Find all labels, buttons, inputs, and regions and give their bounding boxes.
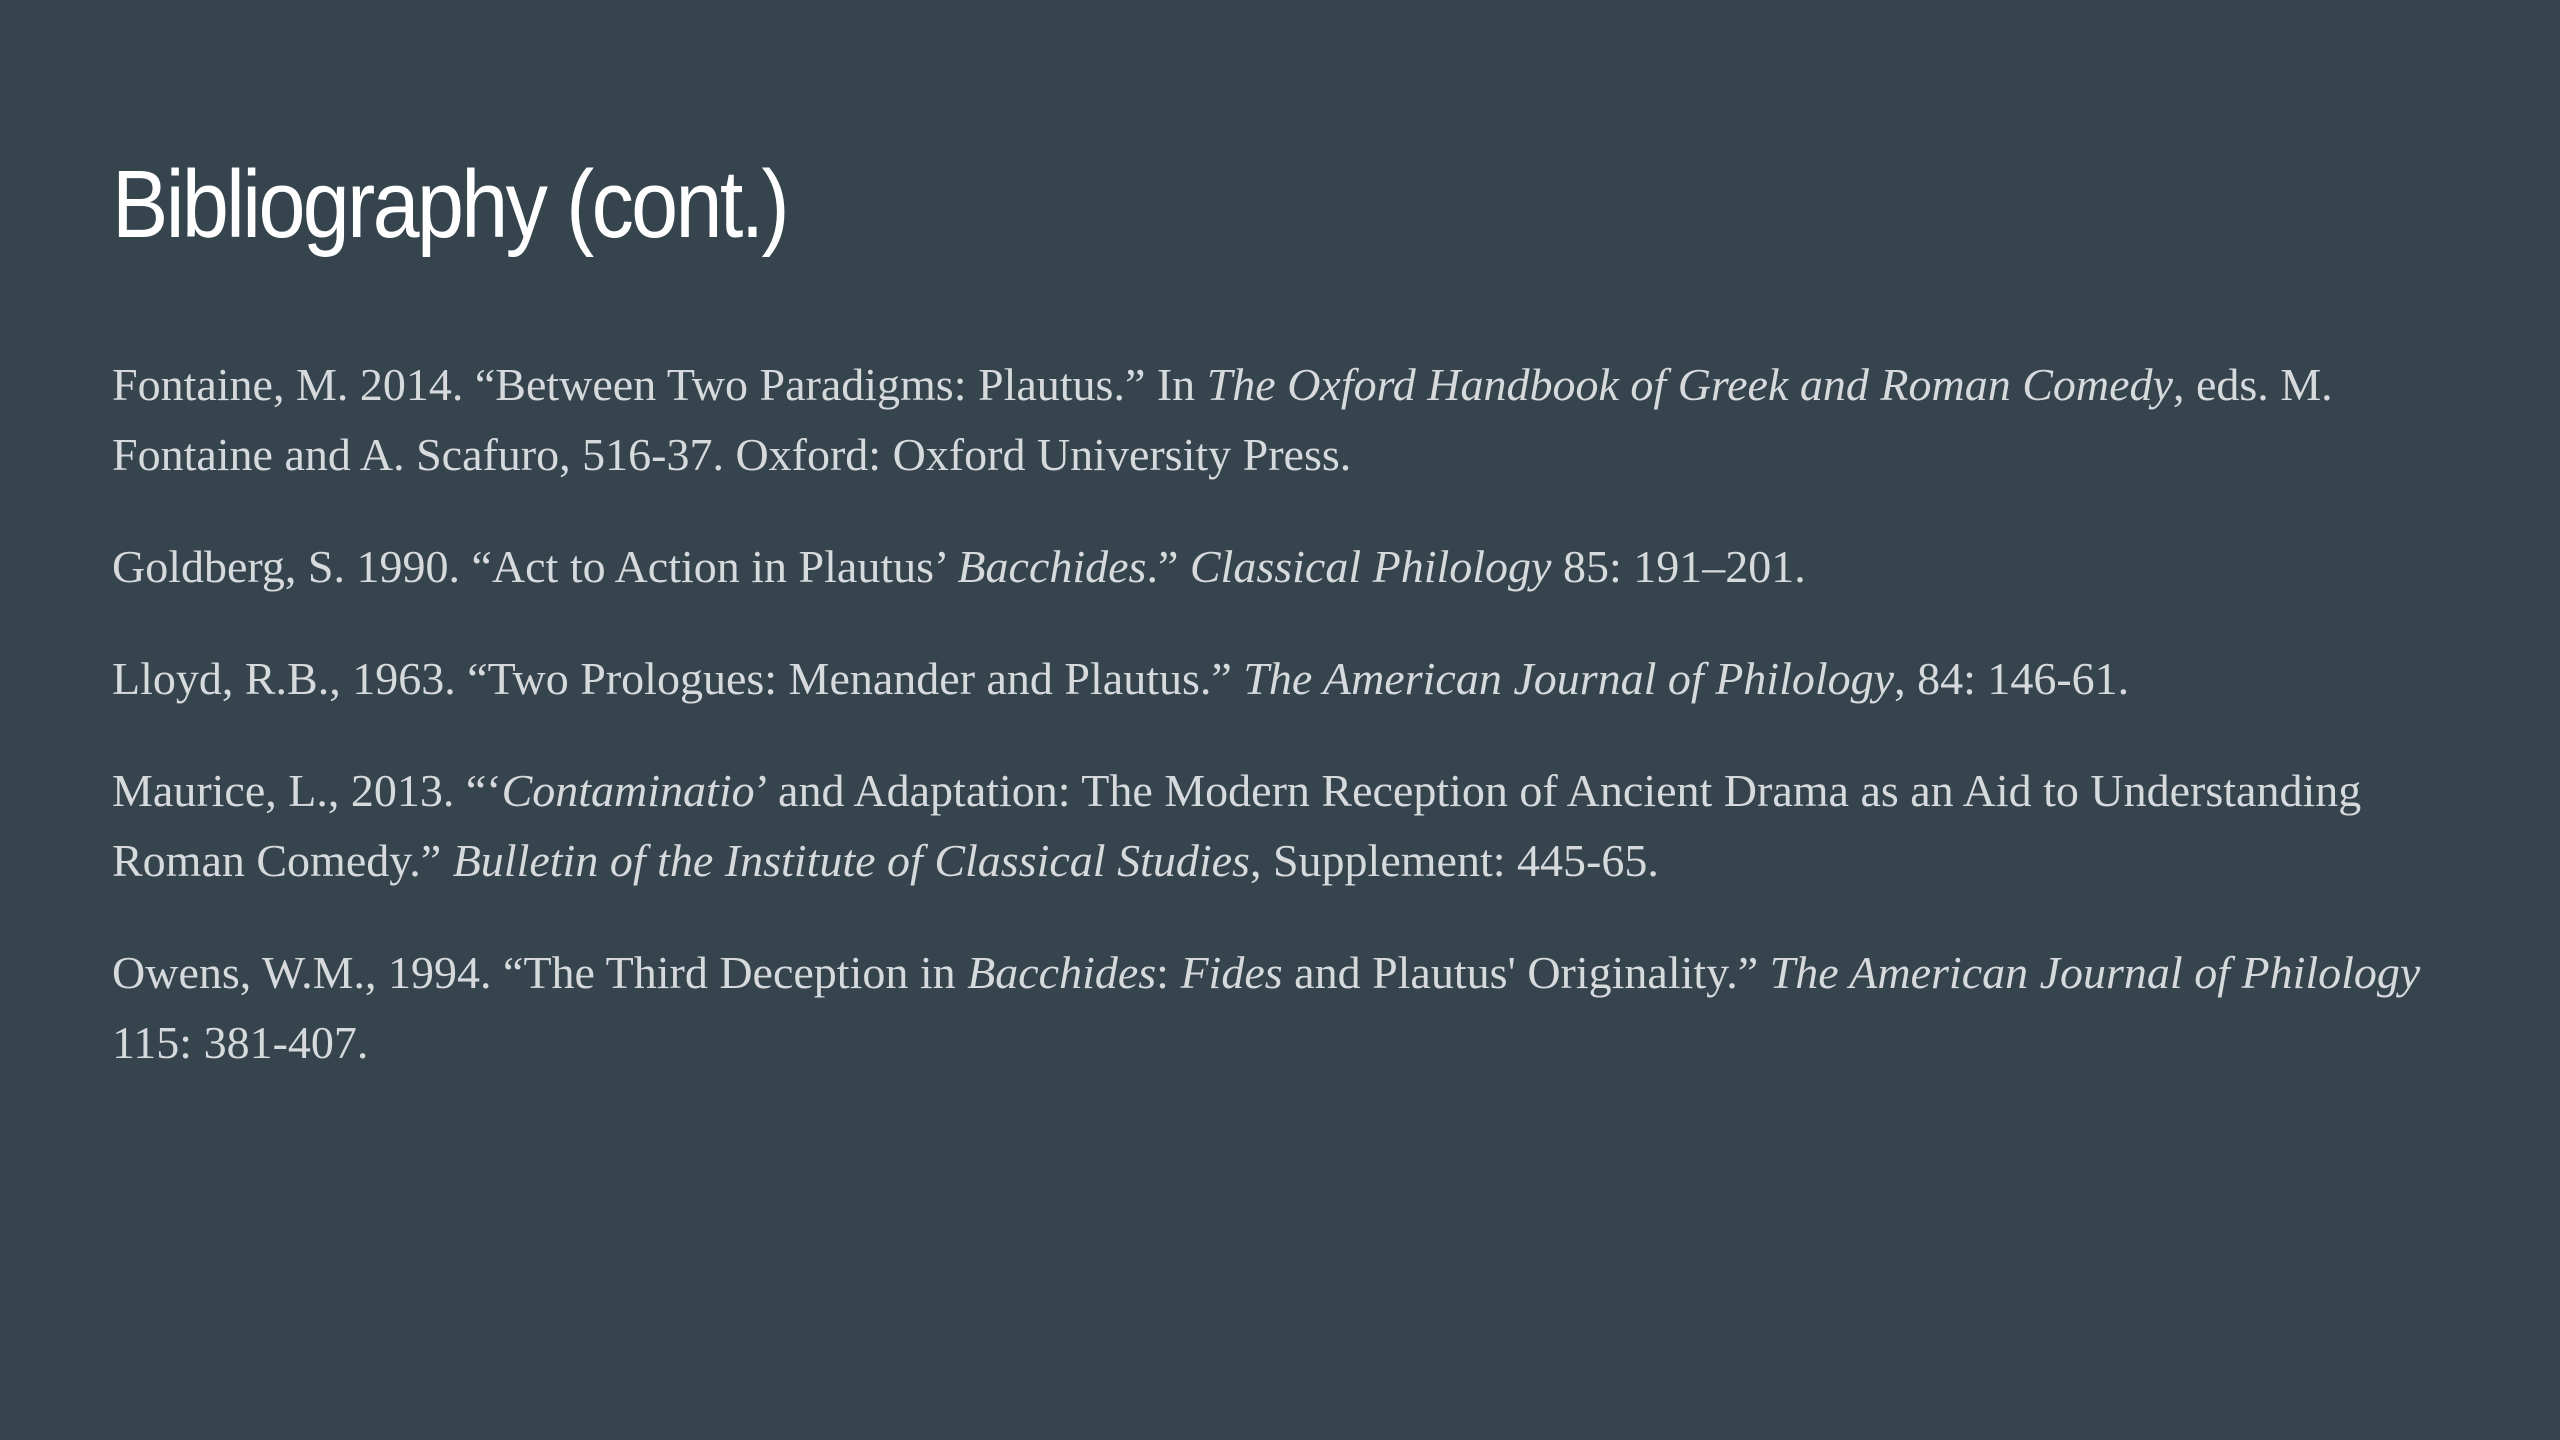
bibliography-list xyxy=(112,350,2452,1120)
citation-title: Bacchides xyxy=(967,947,1157,998)
citation-title: Fides xyxy=(1180,947,1283,998)
citation-text: .” xyxy=(1146,541,1190,592)
citation-text: Goldberg, S. 1990. “Act to Action in Plautus’ xyxy=(112,541,958,592)
citation-title: Bacchides xyxy=(957,541,1147,592)
citation-title: The Oxford Handbook of Greek and Roman Comedy xyxy=(1206,359,2173,410)
citation-text: 85: 191–201. xyxy=(1551,541,1806,592)
citation-text: Lloyd, R.B., 1963. “Two Prologues: Menander and Plautus.” xyxy=(112,653,1244,704)
bibliography-entry-lloyd xyxy=(112,644,2452,714)
bibliography-entry-goldberg xyxy=(112,532,2452,602)
citation-text: ’ and Adaptation: The Modern Reception of Ancient Drama as an Aid to Understanding Roman Comedy.” xyxy=(112,765,2362,886)
slide-title: Bibliography (cont.) xyxy=(112,151,788,258)
bibliography-entry-owens xyxy=(112,938,2452,1078)
journal-title: Classical Philology xyxy=(1189,541,1552,592)
citation-text: Fontaine, M. 2014. “Between Two Paradigms: Plautus.” In xyxy=(112,359,1207,410)
journal-title: Bulletin of the Institute of Classical Studies xyxy=(452,835,1250,886)
bibliography-entry-fontaine xyxy=(112,350,2452,490)
citation-text: and Plautus' Originality.” xyxy=(1282,947,1770,998)
citation-text: , eds. M. Fontaine and A. Scafuro, 516-37. Oxford: Oxford University Press. xyxy=(112,359,2333,480)
journal-title: The American Journal of Philology xyxy=(1769,947,2421,998)
citation-text: , Supplement: 445-65. xyxy=(1249,835,1659,886)
bibliography-entry-maurice xyxy=(112,756,2452,896)
citation-text: Owens, W.M., 1994. “The Third Deception in xyxy=(112,947,968,998)
citation-text: , 84: 146-61. xyxy=(1894,653,2130,704)
citation-text: 115: 381-407. xyxy=(112,1017,369,1068)
citation-text: Maurice, L., 2013. “‘ xyxy=(112,765,502,816)
citation-text: : xyxy=(1156,947,1181,998)
citation-title: Contaminatio xyxy=(501,765,755,816)
journal-title: The American Journal of Philology xyxy=(1243,653,1895,704)
